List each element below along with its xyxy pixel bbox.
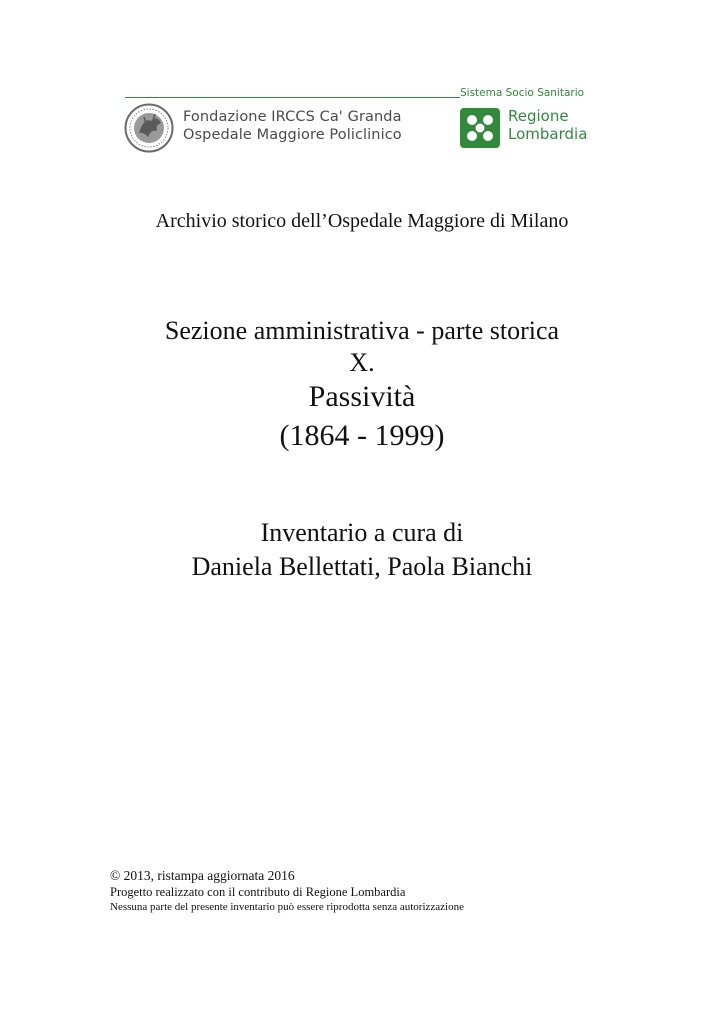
editors-intro: Inventario a cura di xyxy=(260,518,464,547)
regione-line1: Regione xyxy=(508,107,569,125)
fondazione-line1: Fondazione IRCCS Ca' Granda xyxy=(183,109,402,125)
document-title xyxy=(0,314,724,456)
regione-line2: Lombardia xyxy=(508,125,588,143)
header-logos xyxy=(120,84,610,154)
fondazione-line2: Ospedale Maggiore Policlinico xyxy=(183,127,402,143)
rights-notice-line: Nessuna parte del presente inventario può essere riprodotta senza autorizzazione xyxy=(110,901,464,913)
regione-lombardia-logo-icon xyxy=(460,108,500,148)
editors-names: Daniela Bellettati, Paola Bianchi xyxy=(191,552,533,581)
date-range: (1864 - 1999) xyxy=(279,419,445,452)
fondazione-seal-icon xyxy=(124,103,174,153)
copyright-line: © 2013, ristampa aggiornata 2016 xyxy=(110,868,295,883)
regione-lombardia-name xyxy=(508,107,587,143)
project-credit-line: Progetto realizzato con il contributo di Regione Lombardia xyxy=(110,885,406,899)
fondazione-name xyxy=(183,108,402,144)
archive-title: Archivio storico dell’Ospedale Maggiore di Milano xyxy=(155,210,569,232)
section-title: Sezione amministrativa - parte storica xyxy=(164,316,560,345)
header-divider xyxy=(125,97,460,98)
section-number: X. xyxy=(349,348,375,377)
footer-notes xyxy=(110,867,464,915)
sistema-socio-sanitario-label: Sistema Socio Sanitario xyxy=(460,87,585,99)
subject-title: Passività xyxy=(308,380,416,413)
editors-block xyxy=(0,516,724,584)
